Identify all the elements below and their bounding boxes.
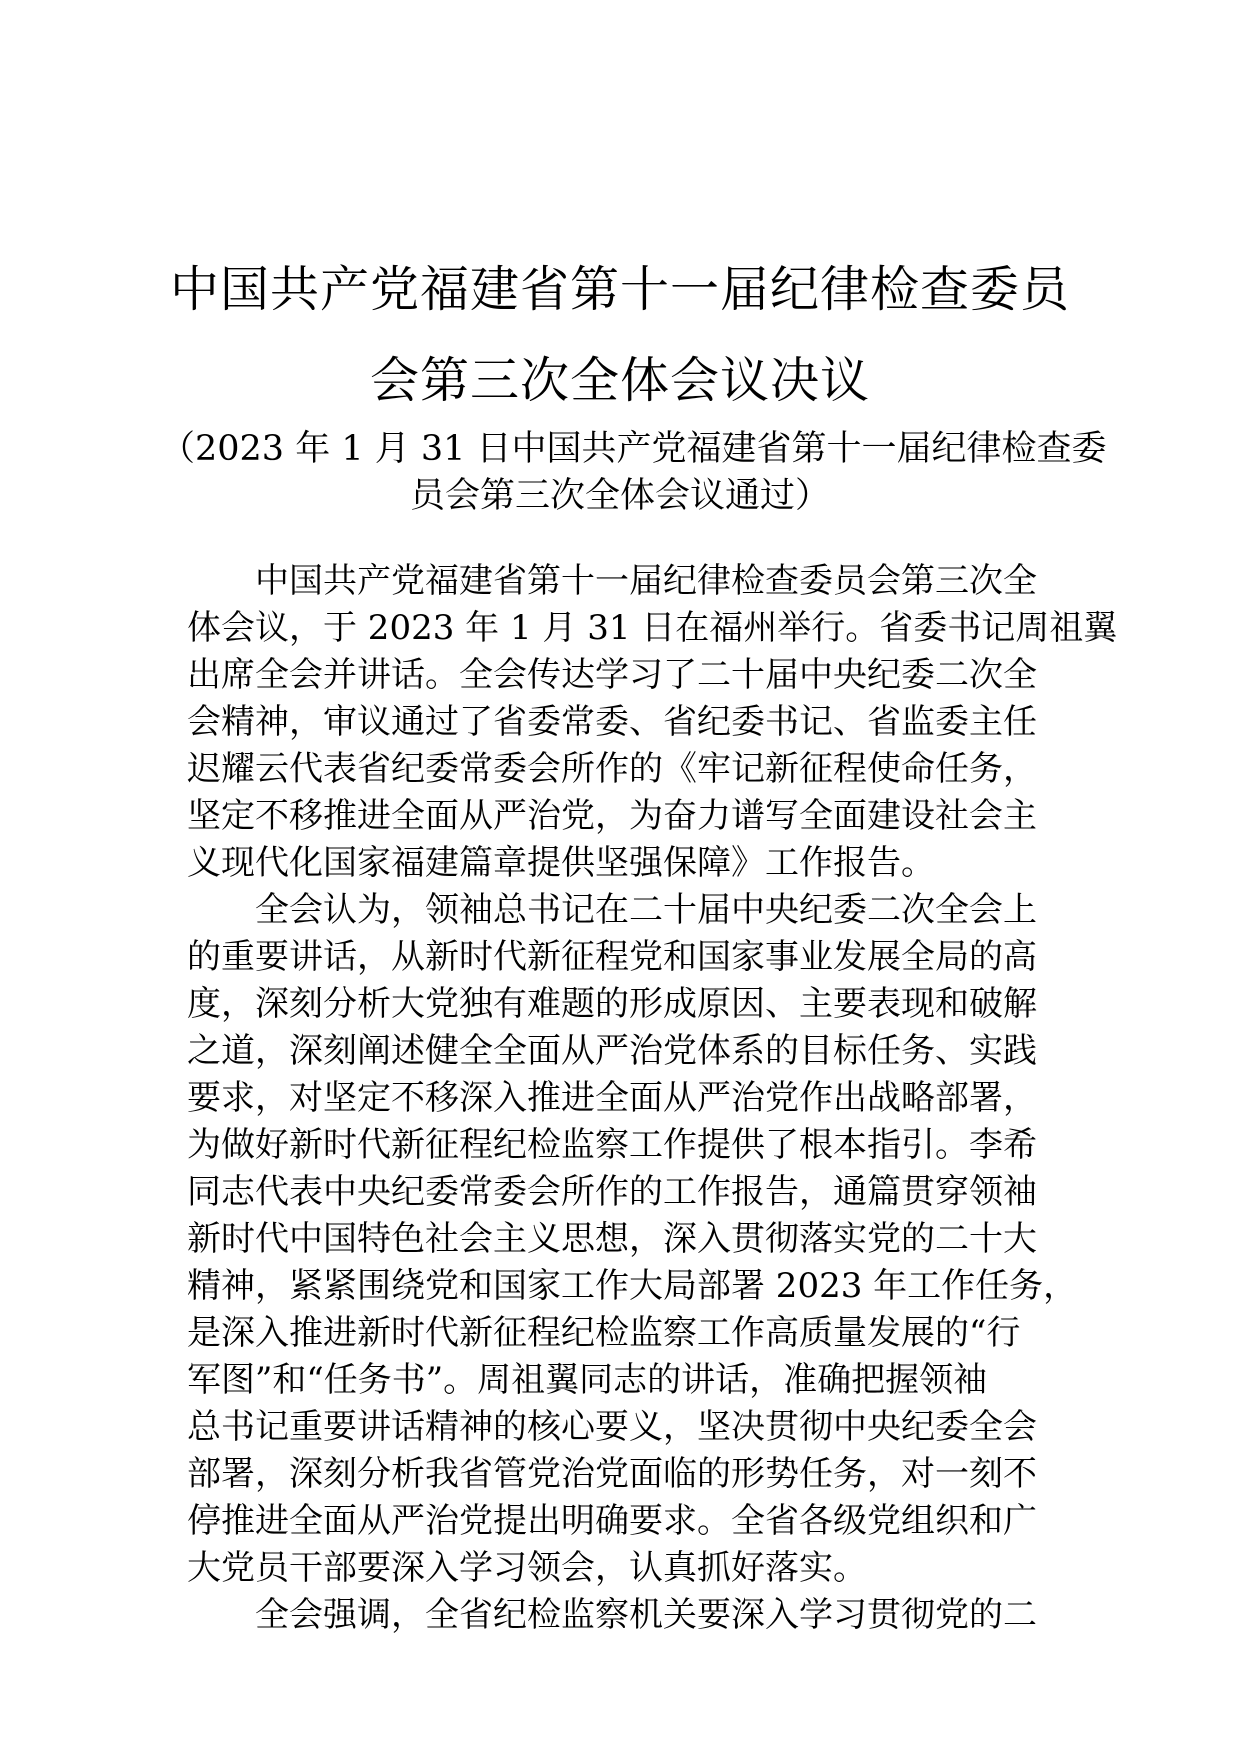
paragraph-line: 精神，紧紧围绕党和国家工作大局部署 2023 年工作任务， (187, 1266, 1078, 1306)
paragraph-line: 大党员干部要深入学习领会，认真抓好落实。 (187, 1548, 867, 1588)
document-title-line-2: 会第三次全体会议决议 (369, 352, 870, 409)
paragraph-line: 度，深刻分析大党独有难题的形成原因、主要表现和破解 (187, 984, 1037, 1024)
paragraph-line: 是深入推进新时代新征程纪检监察工作高质量发展的“行 (187, 1313, 1021, 1353)
paragraph-line: 总书记重要讲话精神的核心要义，坚决贯彻中央纪委全会 (187, 1407, 1037, 1447)
paragraph-line: 部署，深刻分析我省管党治党面临的形势任务，对一刻不 (187, 1454, 1037, 1494)
paragraph-line: 全会强调，全省纪检监察机关要深入学习贯彻党的二 (255, 1595, 1037, 1635)
paragraph-line: 中国共产党福建省第十一届纪律检查委员会第三次全 (255, 561, 1037, 601)
body-paragraph (187, 558, 1118, 887)
paragraph-line: 新时代中国特色社会主义思想，深入贯彻落实党的二十大 (187, 1219, 1037, 1259)
body-paragraph (187, 1592, 1053, 1639)
document-title-line-1: 中国共产党福建省第十一届纪律检查委员 (169, 261, 1070, 318)
paragraph-line: 义现代化国家福建篇章提供坚强保障》工作报告。 (187, 843, 935, 883)
paragraph-line: 坚定不移推进全面从严治党，为奋力谱写全面建设社会主 (187, 796, 1037, 836)
paragraph-line: 为做好新时代新征程纪检监察工作提供了根本指引。李希 (187, 1125, 1037, 1165)
paragraph-line: 之道，深刻阐述健全全面从严治党体系的目标任务、实践 (187, 1031, 1037, 1071)
adoption-note-line-2: 员会第三次全体会议通过） (409, 476, 830, 516)
paragraph-line: 停推进全面从严治党提出明确要求。全省各级党组织和广 (187, 1501, 1037, 1541)
paragraph-line: 会精神，审议通过了省委常委、省纪委书记、省监委主任 (187, 702, 1037, 742)
paragraph-line: 体会议，于 2023 年 1 月 31 日在福州举行。省委书记周祖翼 (187, 608, 1118, 648)
paragraph-line: 同志代表中央纪委常委会所作的工作报告，通篇贯穿领袖 (187, 1172, 1037, 1212)
paragraph-line: 全会认为，领袖总书记在二十届中央纪委二次全会上 (255, 890, 1037, 930)
paragraph-line: 要求，对坚定不移深入推进全面从严治党作出战略部署， (187, 1078, 1037, 1118)
paragraph-line: 军图”和“任务书”。周祖翼同志的讲话，准确把握领袖 (187, 1360, 988, 1400)
paragraph-line: 出席全会并讲话。全会传达学习了二十届中央纪委二次全 (187, 655, 1037, 695)
body-paragraph (187, 887, 1078, 1592)
paragraph-line: 迟耀云代表省纪委常委会所作的《牢记新征程使命任务， (187, 749, 1037, 789)
document-body (187, 558, 1118, 1639)
paragraph-line: 的重要讲话，从新时代新征程党和国家事业发展全局的高 (187, 937, 1037, 977)
adoption-note-line-1: （2023 年 1 月 31 日中国共产党福建省第十一届纪律检查委 (160, 429, 1107, 469)
